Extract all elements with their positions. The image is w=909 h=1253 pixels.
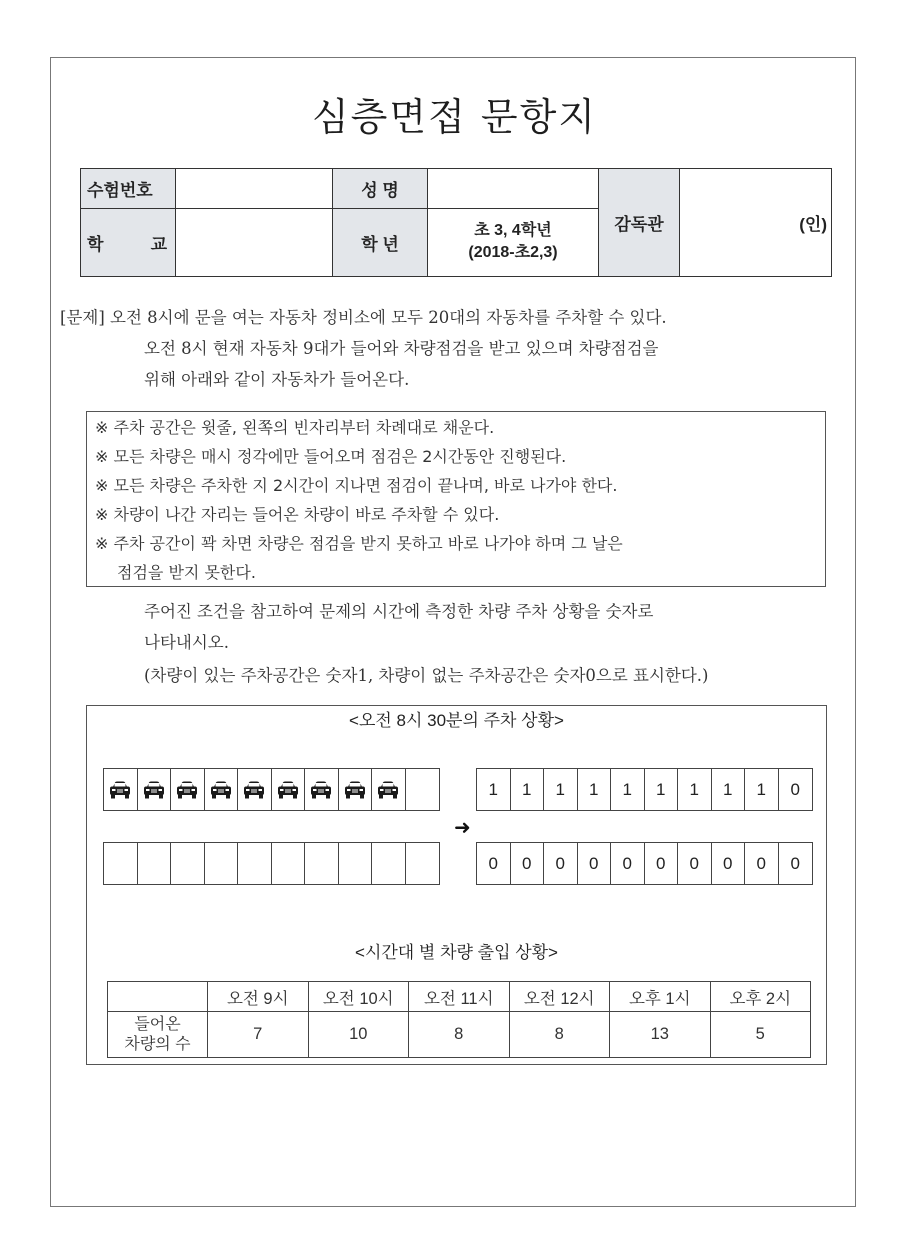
problem-line2: 오전 8시 현재 자동차 9대가 들어와 차량점검을 받고 있으며 차량점검을 (144, 339, 659, 358)
schedule-header-row (108, 982, 811, 1012)
grade-value-line2: (2018-초2,3) (468, 244, 558, 262)
problem-tag: [문제] (60, 308, 105, 327)
school-label-1: 학 (87, 234, 104, 254)
parking-space (372, 843, 406, 884)
parking-number-cell: 1 (611, 769, 645, 810)
parking-space (305, 769, 339, 810)
schedule-count: 8 (509, 1012, 610, 1058)
rules-box (86, 411, 826, 587)
parking-number-cell: 0 (477, 843, 511, 884)
schedule-time: 오후 1시 (610, 982, 711, 1012)
parking-number-cell: 0 (511, 843, 545, 884)
schedule-row-label: 들어온 차량의 수 (108, 1012, 208, 1058)
name-label: 성 명 (333, 169, 428, 209)
schedule-time: 오전 12시 (509, 982, 610, 1012)
parking-space (104, 769, 138, 810)
parking-space (238, 769, 272, 810)
parking-number-cell: 0 (544, 843, 578, 884)
rule-item: ※ 주차 공간은 윗줄, 왼쪽의 빈자리부터 차례대로 채운다. (95, 418, 495, 437)
rule-item: ※ 차량이 나간 자리는 들어온 차량이 바로 주차할 수 있다. (95, 505, 500, 524)
parking-number-cell: 0 (578, 843, 612, 884)
instruction-line2: 나타내시오. (144, 633, 229, 652)
problem-line1: [문제] 오전 8시에 문을 여는 자동차 정비소에 모두 20대의 자동차를 주차할 수 있다. (60, 308, 667, 327)
parking-space (171, 769, 205, 810)
parking-space (339, 769, 373, 810)
parking-space (238, 843, 272, 884)
parking-space (171, 843, 205, 884)
parking-number-cell: 1 (678, 769, 712, 810)
rule-item-continued: 점검을 받지 못한다. (117, 563, 256, 582)
parking-space (272, 843, 306, 884)
parking-space (104, 843, 138, 884)
instruction-line3: (차량이 있는 주차공간은 숫자1, 차량이 없는 주차공간은 숫자0으로 표시한다.) (144, 666, 709, 685)
rule-item: ※ 모든 차량은 주차한 지 2시간이 지나면 점검이 끝나며, 바로 나가야 한다. (95, 476, 618, 495)
parking-space (406, 843, 440, 884)
schedule-table (107, 981, 811, 1058)
parking-number-cell: 1 (477, 769, 511, 810)
parking-space (138, 769, 172, 810)
supervisor-label: 감독관 (599, 169, 680, 277)
schedule-title: <시간대 별 차량 출입 상황> (355, 943, 558, 962)
parking-space (406, 769, 440, 810)
grade-label: 학 년 (333, 208, 428, 276)
instruction-line1: 주어진 조건을 참고하여 문제의 시간에 측정한 차량 주차 상황을 숫자로 (144, 602, 654, 621)
grade-value (428, 208, 599, 276)
parking-space (305, 843, 339, 884)
parking-number-cell: 0 (645, 843, 679, 884)
parking-number-cell: 0 (611, 843, 645, 884)
parking-space (339, 843, 373, 884)
car-icon (276, 780, 300, 800)
parking-space (138, 843, 172, 884)
schedule-time: 오전 11시 (409, 982, 510, 1012)
parking-number-cell: 0 (678, 843, 712, 884)
schedule-count: 13 (610, 1012, 711, 1058)
schedule-count-row (108, 1012, 811, 1058)
parking-number-cell: 0 (790, 853, 800, 873)
parking-example-title: <오전 8시 30분의 주차 상황> (349, 711, 564, 730)
name-field[interactable] (428, 169, 599, 209)
car-icon (242, 780, 266, 800)
schedule-corner-cell (108, 982, 208, 1012)
page-title: 심층면접 문항지 (311, 95, 598, 139)
parking-number-cell: 1 (712, 769, 746, 810)
parking-space (272, 769, 306, 810)
car-icon (142, 780, 166, 800)
parking-space (205, 769, 239, 810)
problem-line3: 위해 아래와 같이 자동차가 들어온다. (144, 370, 410, 389)
car-icon (376, 780, 400, 800)
exam-number-field[interactable] (176, 169, 333, 209)
rule-item: ※ 주차 공간이 꽉 차면 차량은 점검을 받지 못하고 바로 나가야 하며 그 날은 (95, 534, 623, 553)
car-icon (343, 780, 367, 800)
schedule-count: 5 (710, 1012, 811, 1058)
car-icon (108, 780, 132, 800)
parking-number-cell: 1 (578, 769, 612, 810)
info-table (80, 168, 832, 277)
parking-number-cell: 1 (745, 769, 779, 810)
parking-space (372, 769, 406, 810)
parking-grid-cars-bottom (103, 842, 440, 885)
school-label (81, 208, 176, 276)
car-icon (309, 780, 333, 800)
parking-number-cell: 0 (790, 779, 800, 799)
schedule-count: 7 (208, 1012, 309, 1058)
schedule-time: 오후 2시 (710, 982, 811, 1012)
school-field[interactable] (176, 208, 333, 276)
car-icon (209, 780, 233, 800)
parking-number-cell: 1 (511, 769, 545, 810)
schedule-count: 10 (308, 1012, 409, 1058)
rule-item: ※ 모든 차량은 매시 정각에만 들어오며 점검은 2시간동안 진행된다. (95, 447, 567, 466)
car-icon (175, 780, 199, 800)
grade-value-line1: 초 3, 4학년 (474, 222, 552, 240)
school-label-2: 교 (150, 234, 167, 254)
parking-grid-numbers-bottom (476, 842, 813, 885)
schedule-time: 오전 10시 (308, 982, 409, 1012)
parking-number-cell: 1 (544, 769, 578, 810)
seal-label: (인) (680, 169, 832, 277)
parking-space (205, 843, 239, 884)
schedule-count: 8 (409, 1012, 510, 1058)
schedule-time: 오전 9시 (208, 982, 309, 1012)
exam-number-label: 수험번호 (81, 169, 176, 209)
parking-grid-numbers-top (476, 768, 813, 811)
parking-number-cell: 0 (712, 843, 746, 884)
parking-number-cell: 0 (745, 843, 779, 884)
parking-grid-cars-top (103, 768, 440, 811)
parking-number-cell: 1 (645, 769, 679, 810)
right-arrow-icon: ➜ (454, 815, 471, 839)
